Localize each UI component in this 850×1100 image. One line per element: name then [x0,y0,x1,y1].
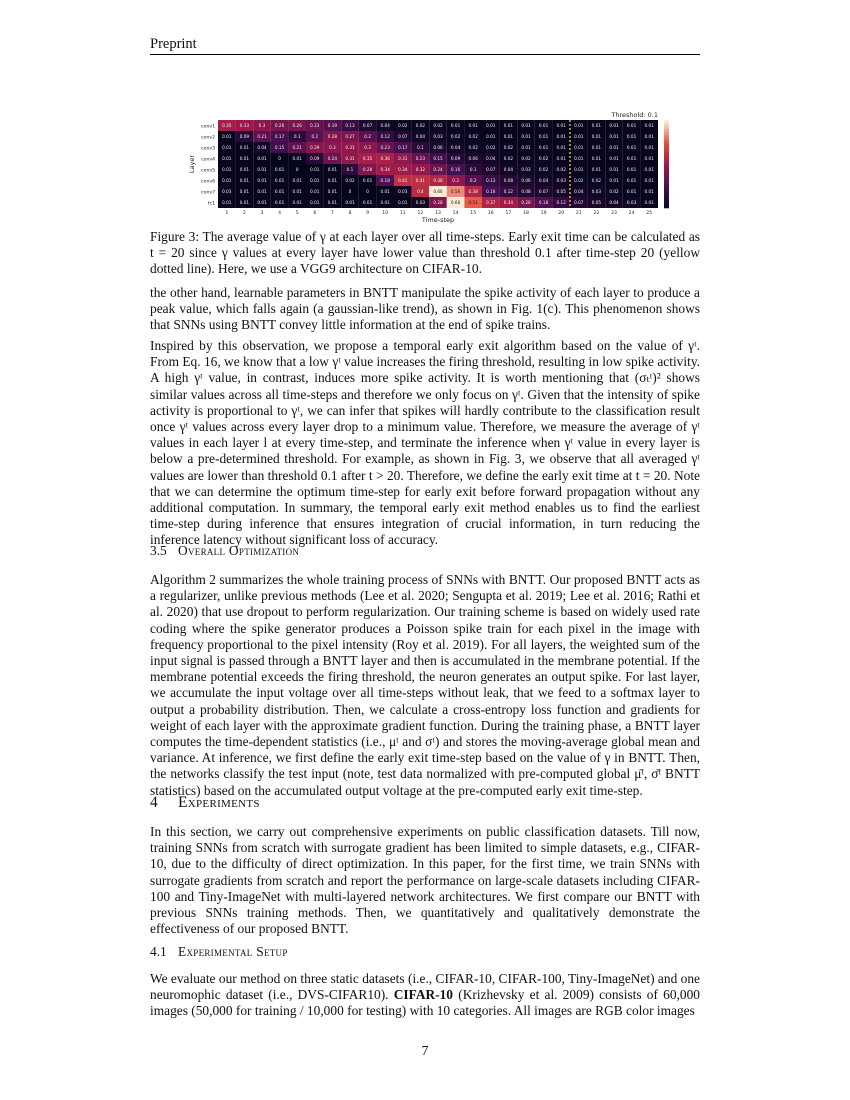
heatmap-cell-label: 0.01 [626,134,637,140]
timestep-tick-label: 5 [295,211,299,216]
heatmap-cell-label: 0.01 [222,200,232,206]
colorbar-segment [664,196,669,199]
timestep-tick-label: 12 [417,211,424,216]
heatmap-cell-label: 0.01 [468,123,478,129]
heatmap-cell-label: 0.02 [503,145,514,151]
heatmap-cell-label: 0.01 [626,156,637,162]
colorbar-segment [664,132,669,135]
heatmap-cell-label: 0.12 [380,134,390,140]
heatmap-cell-label: 0.01 [591,156,602,162]
heatmap-cell-label: 0 [295,167,299,173]
heatmap-cell-label: 0.01 [327,167,338,173]
timestep-tick-label: 4 [278,211,282,216]
heatmap-cell-label: 0.4 [417,189,424,195]
heatmap-cell-label: 0.02 [538,156,549,162]
heatmap-cell-label: 0.03 [415,200,426,206]
heatmap-cell-label: 0.01 [292,178,302,184]
heatmap-cell-label: 0.38 [433,178,443,184]
colorbar-segment [664,155,669,158]
heatmap-cell-label: 0.01 [609,134,619,140]
heatmap-cell-label: 0.02 [468,145,478,151]
heatmap-cell-label: 0.01 [239,178,250,184]
colorbar-segment [664,170,669,173]
timestep-tick-label: 15 [470,211,477,216]
heatmap-cell-label: 0.34 [503,200,514,206]
heatmap-cell-label: 0.04 [257,145,267,151]
heatmap-cell-label: 0.36 [380,156,390,162]
timestep-tick-label: 9 [366,211,370,216]
timestep-tick-label: 11 [399,211,406,216]
colorbar [664,120,669,208]
heatmap-cell-label: 0.35 [222,123,232,129]
heatmap-cell-label: 0.41 [415,178,426,184]
heatmap-cell-label: 0.04 [415,134,426,140]
layer-tick-label: conv1 [201,124,215,130]
heatmap-cell-label: 0.01 [292,200,302,206]
heatmap-cell-label: 0.01 [556,123,566,129]
heatmap-cell-label: 0.02 [450,134,461,140]
heatmap-cell-label: 0.01 [222,156,232,162]
heatmap-cell-label: 0.51 [468,200,478,206]
heatmap-cell-label: 0.01 [274,200,285,206]
timestep-tick-label: 23 [611,211,617,216]
heatmap-cell-label: 0.01 [310,178,320,184]
heatmap-cell-label: 0.02 [415,123,426,129]
heatmap-cell-label: 0.28 [362,167,373,173]
heatmap-cell-label: 0.01 [398,200,408,206]
heatmap-cell-label: 0.01 [503,134,514,140]
heatmap-cell-label: 0.01 [556,145,566,151]
heatmap-cell-label: 0.01 [644,189,654,195]
heatmap-cell-label: 0.02 [503,156,514,162]
heatmap-cell-label: 0.06 [521,178,531,184]
heatmap-cell-label: 0.35 [362,156,373,162]
heatmap-cell-label: 0.3 [258,123,266,129]
heatmap-cell-label: 0.26 [521,200,531,206]
heatmap-cell-label: 0.01 [380,200,390,206]
heatmap-cell-label: 0.01 [292,156,302,162]
heatmap-cell-label: 0.01 [239,156,250,162]
layer-tick-label: conv7 [201,190,215,196]
heatmap-cell-label: 0.24 [327,156,338,162]
colorbar-segment [664,141,669,144]
heatmap-cell-label: 0.02 [538,167,549,173]
heatmap-cell-label: 0.01 [222,145,232,151]
heatmap-cell-label: 0.56 [450,189,461,195]
heatmap-cell-label: 0.17 [398,145,408,151]
heatmap-cell-label: 0.09 [450,156,461,162]
colorbar-segment [664,152,669,155]
heatmap-cell-label: 0.01 [257,189,267,195]
heatmap-cell-label: 0.16 [486,189,496,195]
colorbar-segment [664,179,669,182]
heatmap-cell-label: 0.04 [380,123,390,129]
heatmap-cell-label: 0.23 [380,145,390,151]
heatmap-cell-label: 0.01 [310,189,320,195]
colorbar-segment [664,182,669,185]
timestep-tick-label: 25 [646,211,653,216]
timestep-tick-label: 13 [435,211,441,216]
heatmap-cell-label: 0.32 [415,167,426,173]
timestep-tick-label: 6 [313,211,317,216]
layer-tick-label: conv2 [201,135,215,141]
timestep-tick-label: 3 [260,211,264,216]
y-axis-label: Layer [188,154,196,174]
colorbar-segment [664,158,669,161]
x-axis-label: Time-step [421,216,455,224]
colorbar-segment [664,176,669,179]
layer-tick-label: conv5 [201,168,215,174]
heatmap-cell-label: 0.01 [644,200,654,206]
section-number: 4.1 [150,944,167,959]
header-rule [150,54,700,55]
heatmap-cell-label: 0.01 [538,145,549,151]
heatmap-cell-label: 0.21 [292,145,302,151]
heatmap-cell-label: 0.02 [486,145,496,151]
heatmap-cell-label: 0.18 [380,178,390,184]
heatmap-cell-label: 0.01 [345,200,355,206]
paragraph-5 [150,971,700,1020]
heatmap-cell-label: 0.01 [538,123,549,129]
colorbar-segment [664,164,669,167]
heatmap-cell-label: 0.01 [626,145,637,151]
heatmap-cell-label: 0.1 [293,134,301,140]
section-4-heading [150,795,700,811]
timestep-tick-label: 19 [540,211,547,216]
heatmap-cell-label: 0.09 [239,134,250,140]
heatmap-cell-label: 0.01 [644,156,654,162]
heatmap-cell-label: 0.16 [450,167,461,173]
section-number: 4 [150,794,158,811]
heatmap-cell-label: 0.02 [345,178,355,184]
heatmap-cell-label: 0.28 [327,134,338,140]
timestep-tick-label: 24 [628,211,635,216]
heatmap-cell-label: 0.1 [417,145,424,151]
timestep-tick-label: 14 [452,211,459,216]
timestep-tick-label: 8 [348,211,352,216]
timestep-tick-label: 7 [330,211,334,216]
heatmap-cell-label: 0.1 [346,167,354,173]
heatmap-cell-label: 0.3 [364,145,371,151]
heatmap-cell-label: 0.01 [574,145,584,151]
heatmap-cell-label: 0.3 [329,145,336,151]
timestep-tick-label: 21 [575,211,582,216]
figure-caption: Figure 3: The average value of γ at each layer over all time-steps. Early exit time can be calculated as t = 20 since γ values at every layer have lower value than threshold 0.1 after time-step 20 (yellow dotted line). Here, we use a VGG9 architecture on CIFAR-10. [150,229,700,277]
heatmap-cell-label: 0.01 [538,134,549,140]
heatmap-cell-label: 0.34 [380,167,390,173]
heatmap-cell-label: 0.27 [345,134,355,140]
heatmap-layer-labels [201,123,215,206]
heatmap-cell-label: 0.01 [362,200,373,206]
heatmap-cell-label: 0.01 [222,167,232,173]
heatmap-cell-label: 0.01 [257,178,267,184]
heatmap-cell-label: 0.01 [362,178,373,184]
paragraph-5-text-b: (Krizhevsky et al. 2009) consists of 60,000 images (50,000 for training / 10,000 for testing) with 10 categories. All images are RGB color images [150,987,700,1019]
paragraph-3: Algorithm 2 summarizes the whole training process of SNNs with BNTT. Our proposed BNTT acts as a regularizer, unlike previous methods (Lee et al. 2020; Sengupta et al. 2019; Lee et al. 2016; Rathi et al. 2020) that use dropout to perform regularization. Our training scheme is based on widely used rate coding where the spike generator produces a Poisson spike train for each pixel in the image with frequency proportional to the pixel intensity (Roy et al. 2019). For all layers, the weighted sum of the input signal is passed through a BNTT layer and then is accumulated in the membrane potential. If the membrane potential exceeds the firing threshold, the neuron generates an output spike. For last layer, we accumulate the input voltage over all time-steps without leak, that we feed to a softmax layer to output a probability distribution. Then, we calculate a cross-entropy loss function and gradients for weight of each layer with the approximate gradient function. During the training phase, a BNTT layer computes the time-dependent statistics (i.e., μᵗ and σᵗ) and stores the moving-average global mean and variance. At inference, we first define the early exit time-step based on the value of γ in BNTT. Then, the networks classify the test input (note, test data normalized with pre-computed global μ̄ᵗ, σ̄ᵗ BNTT statistics) based on the accumulated output voltage at the pre-computed early exit time-step. [150,572,700,798]
heatmap-cell-label: 0.01 [574,123,584,129]
heatmap-cell-label: 0.06 [433,145,443,151]
heatmap-cell-label: 0.01 [591,167,602,173]
heatmap-cell-label: 0 [278,156,281,162]
heatmap-cell-label: 0.29 [310,145,320,151]
timestep-tick-label: 10 [382,211,389,216]
timestep-tick-label: 1 [225,211,229,216]
heatmap-cell-label: 0.01 [521,123,531,129]
heatmap-cell-label: 0.31 [398,156,408,162]
heatmap-cell-label: 0.01 [626,178,637,184]
heatmap-cell-label: 0.01 [521,134,531,140]
colorbar-segment [664,205,669,208]
heatmap-cell-label: 0.2 [469,178,477,184]
heatmap-cell-label: 0.15 [274,145,285,151]
heatmap-cell-label: 0.06 [468,156,478,162]
heatmap-cell-label: 0.01 [644,178,654,184]
heatmap-cell-label: 0.01 [556,134,566,140]
page-number: 7 [421,1043,429,1058]
heatmap-cell-label: 0.04 [574,189,584,195]
heatmap-cell-label: 0.01 [626,189,637,195]
heatmap-cell-label: 0.08 [503,178,514,184]
gamma-heatmap-figure [180,108,670,226]
heatmap-cell-label: 0.01 [292,189,302,195]
heatmap-cell-label: 0.03 [398,189,408,195]
heatmap-cell-label: 0 [366,189,369,195]
heatmap-cell-label: 0.01 [327,200,338,206]
heatmap-cell-label: 0.12 [503,189,514,195]
heatmap-cell-label: 0.3 [452,178,459,184]
section-title: Overall Optimization [178,543,300,558]
heatmap-cell-label: 0 [348,189,352,195]
timestep-tick-label: 17 [505,211,512,216]
heatmap-cell-label: 0.02 [556,167,566,173]
colorbar-segment [664,161,669,164]
heatmap-cell-label: 0.03 [626,200,637,206]
heatmap-cell-label: 0.03 [556,178,566,184]
heatmap-cell-label: 0.02 [591,178,602,184]
heatmap-cell-label: 0.26 [292,123,302,129]
heatmap-cell-label: 0.01 [591,123,602,129]
heatmap-cell-label: 0.05 [591,200,602,206]
heatmap-cell-label: 0.07 [574,200,584,206]
timestep-tick-label: 20 [558,211,565,216]
colorbar-segment [664,149,669,152]
heatmap-cell-label: 0.01 [609,156,619,162]
heatmap-cell-label: 0.08 [521,189,531,195]
heatmap-cell-label: 0.66 [450,200,461,206]
heatmap-cell-label: 0.01 [239,145,250,151]
heatmap-cell-label: 0.01 [644,145,654,151]
heatmap-cell-label: 0.26 [274,123,285,129]
heatmap-cell-label: 0.03 [222,189,232,195]
heatmap-cell-label: 0.01 [574,156,584,162]
layer-tick-label: conv4 [201,157,215,163]
heatmap-cell-label: 0.05 [556,189,566,195]
colorbar-segment [664,202,669,205]
heatmap-cell-label: 0.19 [327,123,338,129]
heatmap-cell-label: 0.01 [380,189,390,195]
heatmap-cell-label: 0.04 [609,200,619,206]
heatmap-cell-label: 0.01 [609,178,619,184]
heatmap-cell-label: 0.07 [398,134,408,140]
heatmap-cell-label: 0.01 [310,167,320,173]
heatmap-cell-label: 0.07 [362,123,373,129]
paragraph-5-text-a: We evaluate our method on three static datasets (i.e., CIFAR-10, CIFAR-100, Tiny-ImageNet) and one neuromophic dataset (i.e., DVS-CIFAR10). [150,971,700,1003]
heatmap-cell-label: 0.2 [311,134,319,140]
heatmap-cell-label: 0.31 [345,156,355,162]
timestep-tick-label: 2 [242,211,246,216]
heatmap-cell-label: 0.38 [468,189,478,195]
heatmap-cell-label: 0.01 [609,123,619,129]
heatmap-cell-label: 0.12 [556,200,566,206]
section-4-1-heading [150,944,700,960]
heatmap-cell-label: 0.01 [257,156,267,162]
heatmap-cell-label: 0.02 [521,156,531,162]
colorbar-segment [664,173,669,176]
layer-tick-label: fc1 [207,201,215,207]
colorbar-segment [664,167,669,170]
heatmap-cell-label: 0.02 [574,178,584,184]
heatmap-cell-label: 0.01 [644,167,654,173]
heatmap-cell-label: 0.04 [538,178,549,184]
heatmap-cell-label: 0.66 [433,189,443,195]
heatmap-cell-label: 0.07 [486,167,496,173]
heatmap-cells [218,120,658,208]
heatmap-cell-label: 0.01 [310,200,320,206]
colorbar-segment [664,135,669,138]
heatmap-cell-label: 0.09 [310,156,320,162]
heatmap-cell-label: 0.13 [486,178,496,184]
heatmap-cell-label: 0.01 [574,167,584,173]
heatmap-cell-label: 0.02 [468,134,478,140]
heatmap-cell-label: 0.07 [538,189,549,195]
heatmap-cell-label: 0.37 [486,200,496,206]
running-head: Preprint [150,36,197,52]
heatmap-cell-label: 0.01 [609,145,619,151]
heatmap-cell-label: 0.34 [398,167,408,173]
layer-tick-label: conv3 [201,146,215,152]
colorbar-segment [664,126,669,129]
colorbar-segment [664,143,669,146]
heatmap-cell-label: 0.01 [609,167,619,173]
timestep-tick-label: 22 [593,211,600,216]
heatmap-cell-label: 0.01 [556,156,566,162]
dataset-name: CIFAR-10 [393,987,454,1003]
colorbar-segment [664,190,669,193]
heatmap-cell-label: 0.01 [327,189,338,195]
timestep-tick-label: 18 [523,211,529,216]
heatmap-cell-label: 0.23 [415,156,426,162]
heatmap-cell-label: 0.01 [644,123,654,129]
heatmap-cell-label: 0.15 [433,156,443,162]
heatmap-cell-label: 0.01 [222,134,232,140]
heatmap-cell-label: 0.33 [239,123,250,129]
heatmap-cell-label: 0.02 [609,189,619,195]
heatmap-cell-label: 0.28 [433,200,443,206]
colorbar-segment [664,120,669,123]
heatmap-cell-label: 0.13 [345,123,355,129]
heatmap-cell-label: 0.01 [591,134,602,140]
paragraph-1: the other hand, learnable parameters in BNTT manipulate the spike activity of each layer to produce a peak value, which falls again (a gaussian-like trend), as shown in Fig. 1(c). This phenomenon shows that SNNs using BNTT convey little information at the end of spike trains. [150,285,700,333]
heatmap-cell-label: 0.04 [450,145,461,151]
heatmap-cell-label: 0.1 [469,167,477,173]
heatmap-cell-label: 0.01 [257,200,267,206]
heatmap-cell-label: 0.18 [538,200,549,206]
heatmap-cell-label: 0.01 [257,167,267,173]
heatmap-cell-label: 0.04 [486,156,496,162]
heatmap-cell-label: 0.01 [486,134,496,140]
colorbar-segment [664,185,669,188]
heatmap-cell-label: 0.01 [222,178,232,184]
heatmap-cell-label: 0.02 [433,123,443,129]
heatmap-cell-label: 0.01 [239,189,250,195]
colorbar-segment [664,138,669,141]
heatmap-cell-label: 0.01 [574,134,584,140]
heatmap-cell-label: 0.01 [239,200,250,206]
paragraph-4: In this section, we carry out comprehensive experiments on public classification datasets. Till now, training SNNs from scratch with surrogate gradient has been limited to simple datasets, e.g., CIFAR-10, due to the difficulty of direct optimization. In this paper, for the first time, we train SNNs with surrogate gradients from scratch and report the performance on large-scale datasets including CIFAR-100 and Tiny-ImageNet with multi-layered network architectures. We first compare our BNTT with previous SNNs training methods. Then, we quantitatively and qualitatively demonstrate the effectiveness of our proposed BNTT. [150,824,700,937]
heatmap-cell-label: 0.01 [274,167,285,173]
section-title: Experiments [178,794,260,811]
heatmap-cell-label: 0.21 [257,134,267,140]
threshold-label: Threshold: 0.1 [611,111,658,119]
heatmap-cell-label: 0.23 [310,123,320,129]
heatmap-cell-label: 0.01 [591,145,602,151]
colorbar-segment [664,146,669,149]
heatmap-cell-label: 0.03 [433,134,443,140]
colorbar-segment [664,129,669,132]
paragraph-2: Inspired by this observation, we propose a temporal early exit algorithm based on the value of γᵗ. From Eq. 16, we know that a low γᵗ value increases the firing threshold, resulting in low spike activity. A high γᵗ value, in contrast, induces more spike activity. It is worth mentioning that (σₜᵗ)² shows similar values across all time-steps and therefore we only focus on γᵗ. Given that the intensity of spike activity is proportional to γᵗ, we can infer that spikes will hardly contribute to the classification result once γᵗ values across every layer drop to a minimum value. Therefore, we measure the average of γᵗ values in each layer l at every time-step, and terminate the inference when γᵗ value in every layer is below a pre-determined threshold. For example, as shown in Fig. 3, we observe that all averaged γᵗ values are lower than threshold 0.1 after t > 20. Therefore, we define the early exit time at t = 20. Note that we can determine the optimum time-step for early exit before forward propagation without any additional computation. In summary, the temporal early exit method enables us to find the earliest time-step during inference that ensures integration of crucial information, in turn reducing the inference latency without significant loss of accuracy. [150,338,700,548]
heatmap-cell-label: 0.01 [626,167,637,173]
heatmap-cell-label: 0.01 [450,123,461,129]
colorbar-segment [664,187,669,190]
heatmap-cell-label: 0.24 [433,167,443,173]
heatmap-cell-label: 0.01 [626,123,637,129]
timestep-tick-label: 16 [487,211,494,216]
heatmap-cell-label: 0.2 [364,134,371,140]
heatmap-cell-label: 0.01 [274,189,285,195]
heatmap-cell-label: 0.31 [345,145,355,151]
layer-tick-label: conv6 [201,179,215,185]
heatmap-cell-label: 0.03 [591,189,602,195]
heatmap-cell-label: 0.41 [398,178,408,184]
section-title: Experimental Setup [178,944,288,959]
colorbar-segment [664,193,669,196]
heatmap-cell-label: 0.01 [644,134,654,140]
heatmap-cell-label: 0.01 [521,145,531,151]
heatmap-cell-label: 0.02 [398,123,408,129]
heatmap-cell-label: 0.04 [503,167,514,173]
colorbar-segment [664,123,669,126]
heatmap-cell-label: 0.01 [486,123,496,129]
heatmap-cell-label: 0.17 [274,134,285,140]
heatmap-cell-label: 0.01 [239,167,250,173]
colorbar-segment [664,199,669,202]
section-3-5-heading [150,543,700,559]
heatmap-cell-label: 0.01 [327,178,338,184]
heatmap-cell-label: 0.01 [274,178,285,184]
heatmap-cell-label: 0.03 [521,167,531,173]
section-number: 3.5 [150,543,167,558]
heatmap-cell-label: 0.01 [503,123,514,129]
